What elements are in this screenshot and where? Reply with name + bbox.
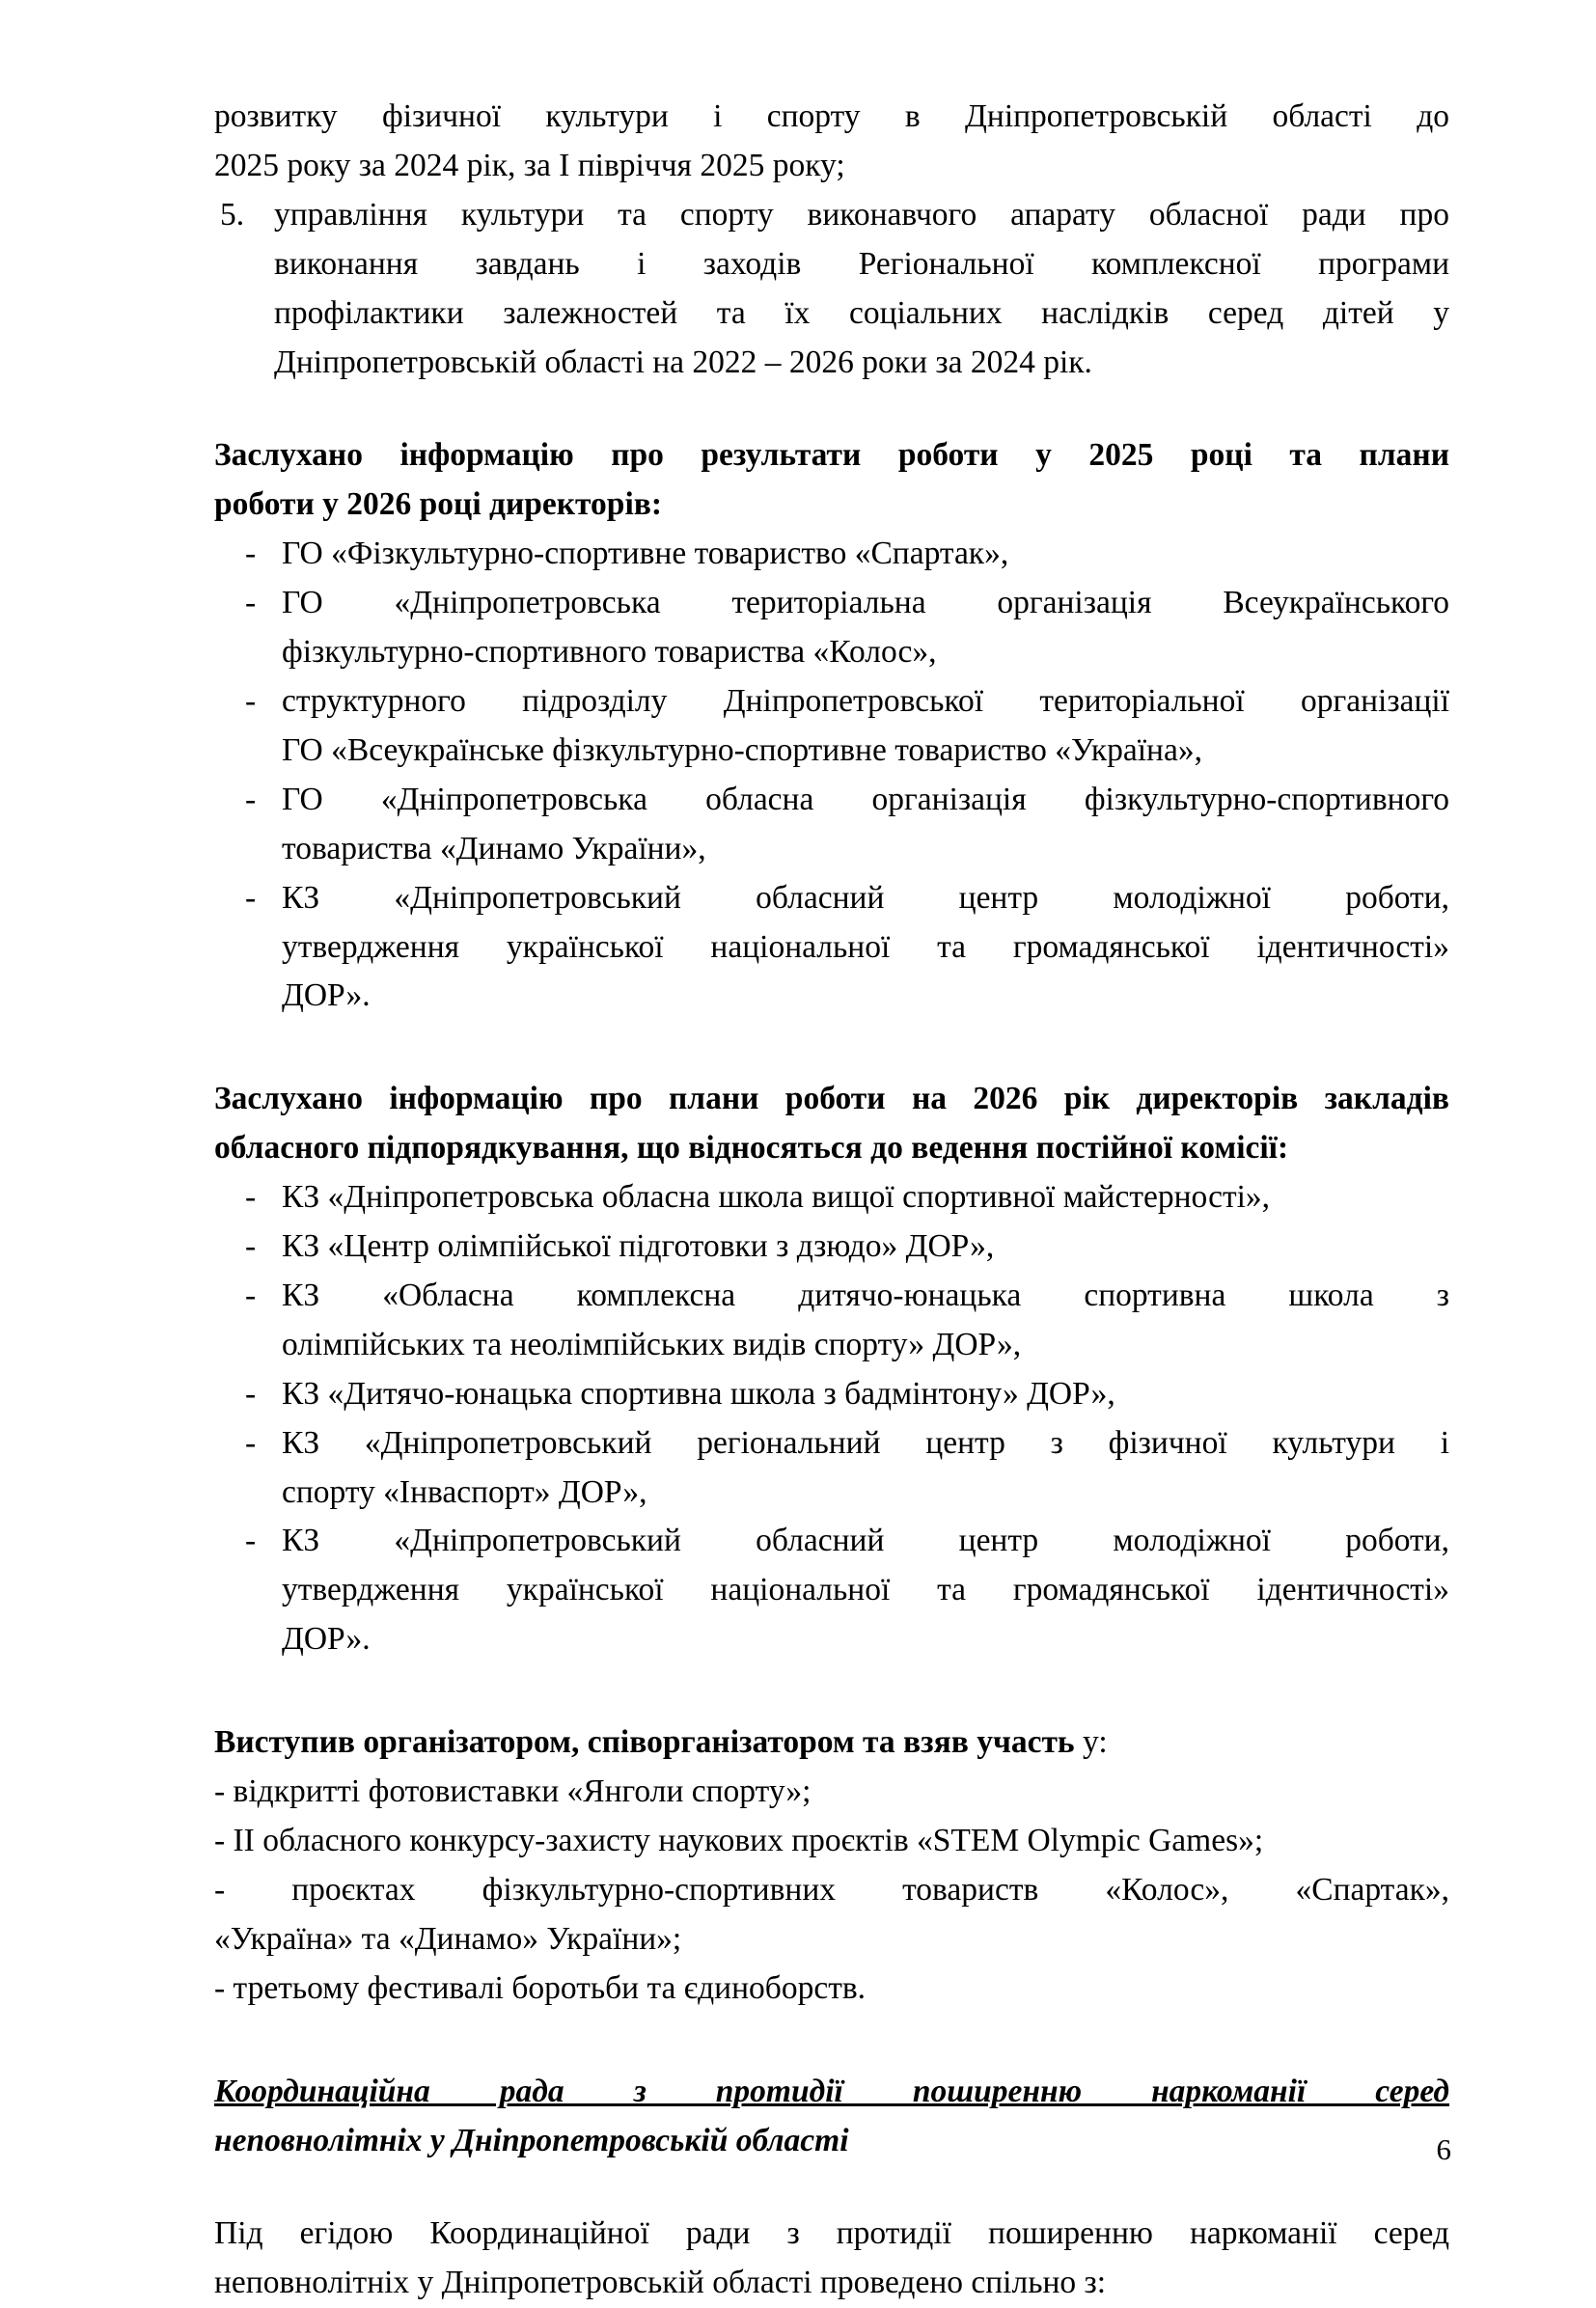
list-item: [214, 1272, 1449, 1370]
section-three-heading: [214, 1718, 1449, 1768]
section-one-heading: [214, 431, 1449, 530]
list-item-line: управління культури та спорту виконавчого апарату обласної ради про: [274, 196, 1449, 233]
paragraph-line: Під егідою Координаційної ради з протидії поширенню наркоманії серед: [214, 2215, 1449, 2252]
section-spacer: [214, 2014, 1449, 2068]
list-item: [214, 530, 1449, 579]
numbered-list: [214, 191, 1449, 388]
paragraph-line: - відкритті фотовиставки «Янголи спорту»;: [214, 1773, 812, 1810]
list-item-line: КЗ «Обласна комплексна дитячо-юнацька спортивна школа з: [282, 1277, 1449, 1313]
list-item: [214, 677, 1449, 776]
section-spacer: [214, 387, 1449, 431]
list-item-line: ДОР».: [282, 977, 371, 1014]
list-marker: 5.: [220, 196, 245, 233]
title-line: неповнолітніх у Дніпропетровській області: [214, 2122, 849, 2158]
section-spacer: [214, 1021, 1449, 1075]
list-item-line: КЗ «Центр олімпійської підготовки з дзюдо» ДОР»,: [282, 1228, 995, 1265]
section-four-paragraph: [214, 2210, 1449, 2308]
list-item: [214, 1419, 1449, 1518]
heading-line: роботи у 2026 році директорів:: [214, 486, 662, 523]
list-item: [214, 874, 1449, 1022]
section-three-paragraph: [214, 1817, 1449, 1866]
paragraph-line: 2025 року за 2024 рік, за I півріччя 2025 року;: [214, 147, 845, 183]
list-item-line: ГО «Дніпропетровська територіальна організація Всеукраїнського: [282, 585, 1449, 621]
dash-bullet: -: [245, 1277, 257, 1313]
list-item-line: олімпійських та неолімпійських видів спорту» ДОР»,: [282, 1326, 1022, 1362]
list-item-line: утвердження української національної та громадянської ідентичності»: [282, 928, 1449, 965]
dash-bullet: -: [245, 682, 257, 719]
list-item: [214, 1370, 1449, 1419]
dash-bullet: -: [245, 1523, 257, 1559]
list-item-line: Дніпропетровській області на 2022 – 2026 роки за 2024 рік.: [274, 343, 1092, 380]
list-item-line: ГО «Фізкультурно-спортивне товариство «Спартак»,: [282, 536, 1009, 572]
list-item-line: КЗ «Дніпропетровська обласна школа вищої спортивної майстерності»,: [282, 1179, 1271, 1216]
section-four-title: [214, 2068, 1449, 2166]
page-number: 6: [1436, 2132, 1451, 2166]
paragraph-line: - II обласного конкурсу-захисту наукових проєктів «STEM Olympic Games»;: [214, 1823, 1264, 1858]
dash-bullet: -: [245, 1375, 257, 1412]
list-item-line: спорту «Інваспорт» ДОР»,: [282, 1473, 647, 1510]
list-item: [214, 1517, 1449, 1664]
dash-bullet: -: [245, 1424, 257, 1461]
list-item-line: ГО «Дніпропетровська обласна організація фізкультурно-спортивного: [282, 781, 1449, 817]
list-item: [214, 776, 1449, 874]
list-item-line: ГО «Всеукраїнське фізкультурно-спортивне товариство «Україна»,: [282, 731, 1202, 768]
section-one-list: [214, 530, 1449, 1021]
list-item-line: фізкультурно-спортивного товариства «Колос»,: [282, 634, 937, 671]
section-three-paragraph: [214, 1768, 1449, 1817]
list-item-line: товариства «Динамо України»,: [282, 830, 706, 866]
section-two-list: [214, 1173, 1449, 1664]
section-two-heading: [214, 1075, 1449, 1173]
dash-bullet: -: [245, 1228, 257, 1265]
list-item-line: структурного підрозділу Дніпропетровської територіальної організації: [282, 682, 1449, 719]
dash-bullet: -: [245, 585, 257, 621]
heading-line: Заслухано інформацію про плани роботи на 2026 рік директорів закладів: [214, 1081, 1449, 1117]
paragraph-line: неповнолітніх у Дніпропетровській області проведено спільно з:: [214, 2265, 1107, 2301]
list-item-line: ДОР».: [282, 1621, 371, 1658]
heading-tail-text: у:: [1074, 1724, 1108, 1761]
paragraph-line: «Україна» та «Динамо» України»;: [214, 1920, 682, 1957]
numbered-list-item: [214, 191, 1449, 388]
continuation-paragraph: [214, 93, 1449, 191]
list-item-line: профілактики залежностей та їх соціальних наслідків серед дітей у: [274, 294, 1449, 331]
dash-bullet: -: [245, 1179, 257, 1216]
dash-bullet: -: [245, 536, 257, 572]
list-item-line: КЗ «Дніпропетровський обласний центр молодіжної роботи,: [282, 1523, 1449, 1559]
paragraph-line: розвитку фізичної культури і спорту в Дніпропетровській області до: [214, 98, 1449, 134]
section-three-paragraph: [214, 1866, 1449, 1965]
list-item: [214, 1223, 1449, 1272]
section-spacer: [214, 1664, 1449, 1718]
paragraph-line: - третьому фестивалі боротьби та єдиноборств.: [214, 1969, 867, 2006]
heading-line: обласного підпорядкування, що відносяться до ведення постійної комісії:: [214, 1130, 1289, 1167]
heading-bold-text: Виступив організатором, співорганізатором та взяв участь: [214, 1724, 1075, 1761]
section-three-paragraph: [214, 1965, 1449, 2014]
list-item: [214, 1173, 1449, 1223]
dash-bullet: -: [245, 781, 257, 817]
document-body: [214, 93, 1449, 2308]
list-item-line: утвердження української національної та громадянської ідентичності»: [282, 1572, 1449, 1608]
list-item-line: КЗ «Дніпропетровський регіональний центр з фізичної культури і: [282, 1424, 1449, 1461]
heading-line: Заслухано інформацію про результати роботи у 2025 році та плани: [214, 437, 1449, 474]
section-spacer: [214, 2165, 1449, 2210]
list-item: [214, 579, 1449, 677]
title-line: Координаційна рада з протидії поширенню наркоманії серед: [214, 2073, 1449, 2109]
dash-bullet: -: [245, 879, 257, 916]
paragraph-line: - проєктах фізкультурно-спортивних товариств «Колос», «Спартак»,: [214, 1871, 1449, 1908]
list-item-line: виконання завдань і заходів Регіональної комплексної програми: [274, 245, 1449, 282]
list-item-line: КЗ «Дніпропетровський обласний центр молодіжної роботи,: [282, 879, 1449, 916]
list-item-line: КЗ «Дитячо-юнацька спортивна школа з бадмінтону» ДОР»,: [282, 1375, 1115, 1412]
